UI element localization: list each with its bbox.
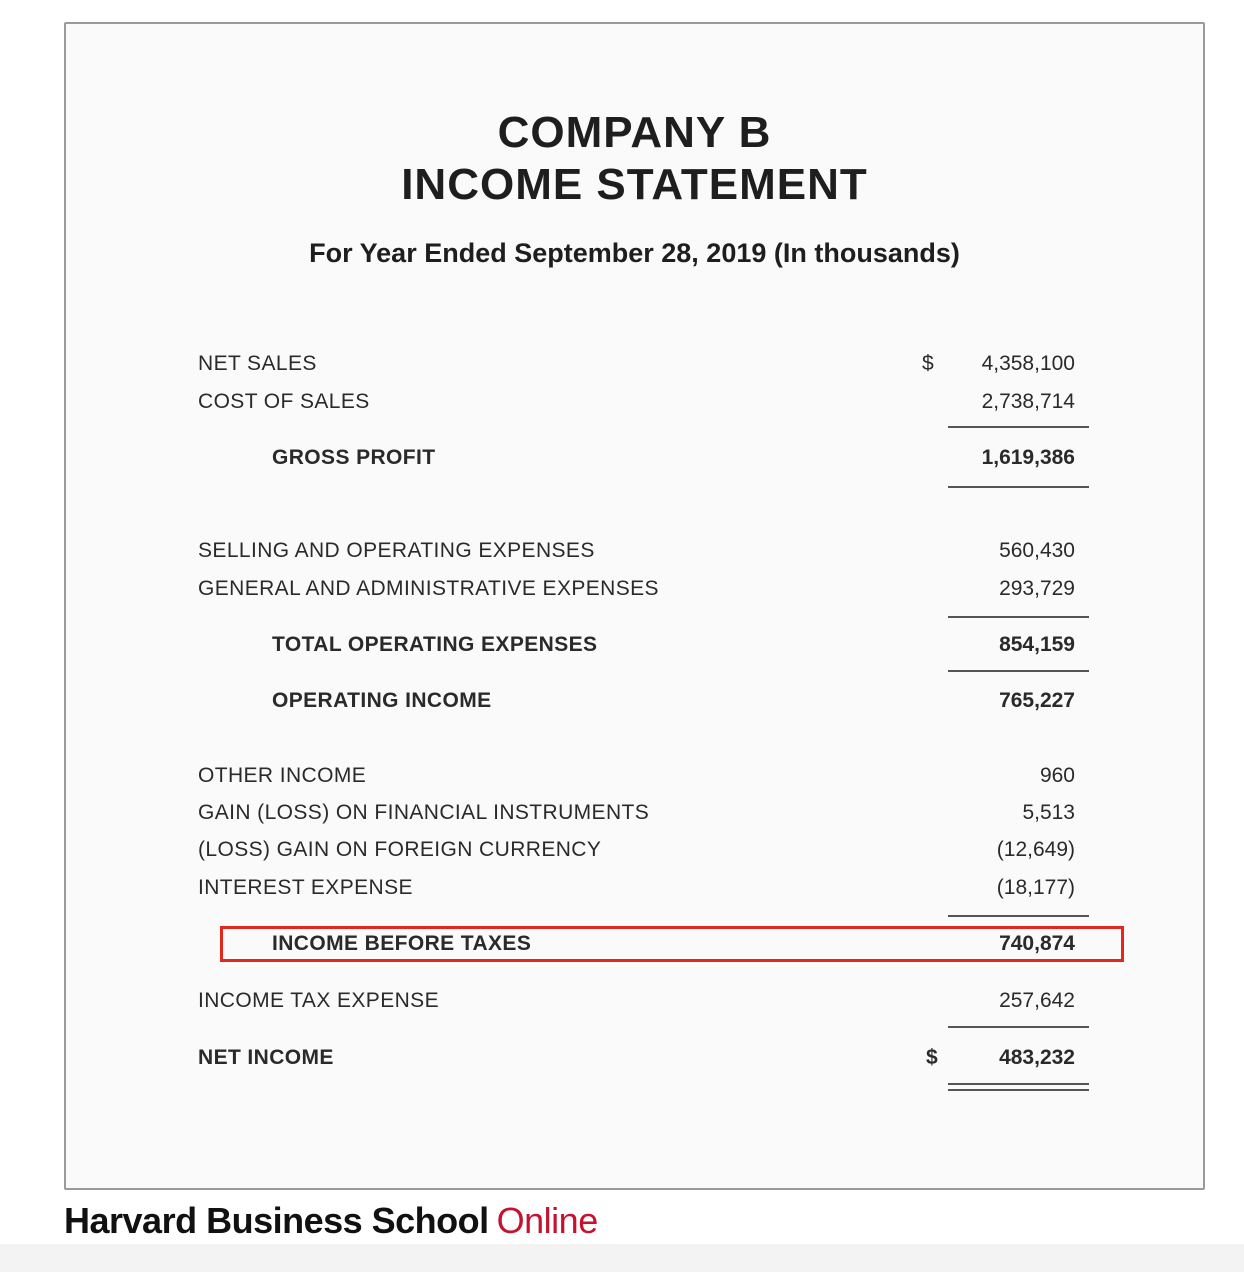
total-operating-label: TOTAL OPERATING EXPENSES (272, 633, 598, 656)
row-loss-foreign (66, 832, 1203, 868)
cost-of-sales-label: COST OF SALES (198, 390, 370, 413)
statement-title: INCOME STATEMENT (401, 160, 868, 209)
general-admin-label: GENERAL AND ADMINISTRATIVE EXPENSES (198, 577, 659, 600)
statement-subtitle: For Year Ended September 28, 2019 (In thousands) (309, 238, 960, 268)
row-gain-financial (66, 795, 1203, 831)
row-interest-expense (66, 870, 1203, 906)
net-income-label: NET INCOME (198, 1046, 334, 1069)
subtotal-rule (948, 486, 1089, 488)
selling-operating-label: SELLING AND OPERATING EXPENSES (198, 539, 595, 562)
net-sales-value: 4,358,100 (981, 352, 1075, 375)
net-income-value: 483,232 (999, 1046, 1075, 1069)
net-sales-currency: $ (922, 352, 934, 375)
row-other-income (66, 758, 1203, 794)
brand-name: Harvard Business School (64, 1200, 489, 1241)
interest-expense-value: (18,177) (996, 876, 1075, 899)
total-operating-value: 854,159 (999, 633, 1075, 656)
row-operating-income (66, 683, 1203, 719)
income-tax-label: INCOME TAX EXPENSE (198, 989, 439, 1012)
row-net-income (66, 1040, 1203, 1076)
footer-bar (0, 1244, 1244, 1272)
selling-operating-value: 560,430 (999, 539, 1075, 562)
subtotal-rule (948, 616, 1089, 618)
row-total-operating (66, 627, 1203, 663)
operating-income-label: OPERATING INCOME (272, 689, 492, 712)
other-income-label: OTHER INCOME (198, 764, 367, 787)
operating-income-value: 765,227 (999, 689, 1075, 712)
gross-profit-label: GROSS PROFIT (272, 446, 436, 469)
income-tax-value: 257,642 (999, 989, 1075, 1012)
income-before-taxes-label: INCOME BEFORE TAXES (272, 932, 532, 955)
net-sales-label: NET SALES (198, 352, 317, 375)
income-statement-card (64, 22, 1205, 1190)
row-general-admin (66, 571, 1203, 607)
income-before-taxes-value: 740,874 (999, 932, 1075, 955)
row-net-sales (66, 346, 1203, 382)
net-income-currency: $ (926, 1046, 938, 1069)
row-cost-of-sales (66, 384, 1203, 420)
loss-foreign-label: (LOSS) GAIN ON FOREIGN CURRENCY (198, 838, 602, 861)
subtotal-rule (948, 1026, 1089, 1028)
total-double-rule (948, 1083, 1089, 1091)
brand-logo (64, 1200, 598, 1242)
row-selling-operating (66, 533, 1203, 569)
general-admin-value: 293,729 (999, 577, 1075, 600)
gain-financial-value: 5,513 (1022, 801, 1075, 824)
highlight-box (220, 926, 1124, 962)
cost-of-sales-value: 2,738,714 (981, 390, 1075, 413)
loss-foreign-value: (12,649) (996, 838, 1075, 861)
brand-suffix: Online (496, 1200, 598, 1241)
interest-expense-label: INTEREST EXPENSE (198, 876, 413, 899)
gross-profit-value: 1,619,386 (981, 446, 1075, 469)
subtotal-rule (948, 426, 1089, 428)
subtotal-rule (948, 915, 1089, 917)
row-gross-profit (66, 440, 1203, 476)
subtotal-rule (948, 670, 1089, 672)
other-income-value: 960 (1039, 764, 1075, 787)
company-title: COMPANY B (497, 108, 772, 157)
gain-financial-label: GAIN (LOSS) ON FINANCIAL INSTRUMENTS (198, 801, 650, 824)
row-income-tax (66, 983, 1203, 1019)
